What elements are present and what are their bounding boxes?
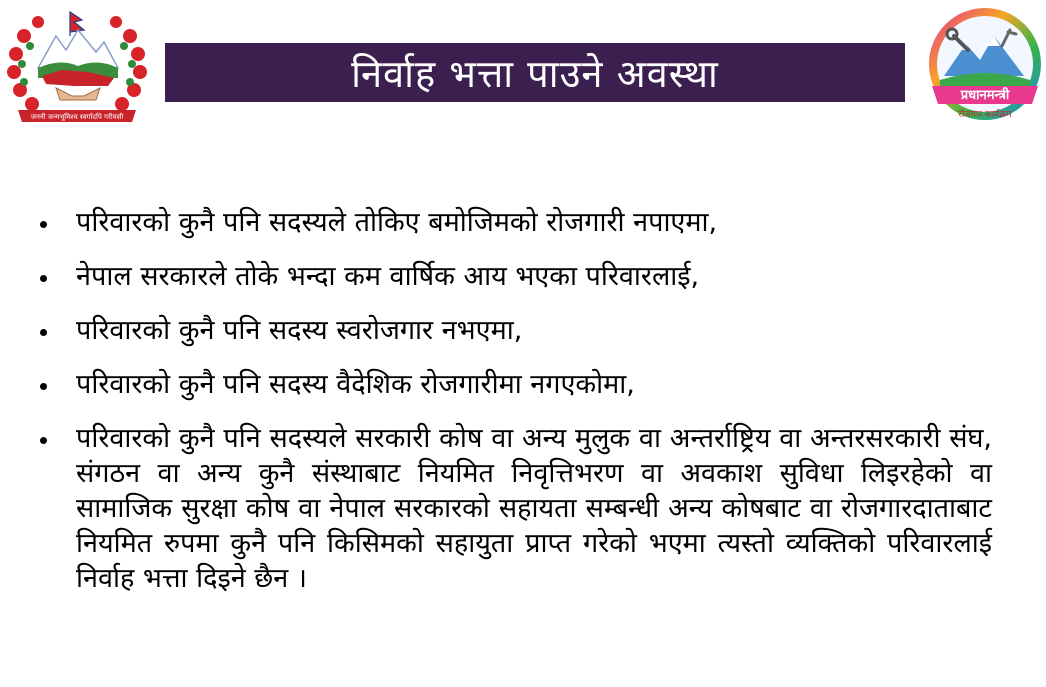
list-item [36,367,992,403]
svg-text:जननी जन्मभूमिश्च स्वर्गादपि गर: जननी जन्मभूमिश्च स्वर्गादपि गरीयसी [30,113,124,121]
bullet-icon [40,383,47,390]
nepal-government-emblem-icon [4,6,150,130]
list-item [36,259,992,295]
svg-text:रोजगार कार्यक्रम: रोजगार कार्यक्रम [958,110,1012,120]
title-bar [165,43,905,102]
condition-text: परिवारको कुनै पनि सदस्य स्वरोजगार नभएमा, [76,315,523,346]
conditions-list [36,205,992,596]
condition-text: परिवारको कुनै पनि सदस्य वैदेशिक रोजगारीमा नगएकोमा, [76,369,635,400]
condition-text: परिवारको कुनै पनि सदस्यले सरकारी कोष वा अन्य मुलुक वा अन्तर्राष्ट्रिय वा अन्तरसरकारी संघ, संगठन वा अन्य कुनै संस्थाबाट नियमित निवृत्तिभरण वा अवकाश सुविधा लिइरहेको वा सामाजिक सुरक्षा कोष वा नेपाल सरकारको सहायता सम्बन्धी अन्य कोषबाट वा रोजगारदाताबाट नियमित रुपमा कुनै पनि किसिमको सहायुता प्राप्त गरेको भएमा त्यस्तो व्यक्तिको परिवारलाई निर्वाह भत्ता दिइने छैन । [76,423,992,594]
pradhanmantri-rojgar-karyakram-logo-icon [928,6,1042,130]
condition-text: परिवारको कुनै पनि सदस्यले तोकिए बमोजिमको रोजगारी नपाएमा, [76,207,718,238]
page-title: निर्वाह भत्ता पाउने अवस्था [351,51,719,96]
list-item [36,421,992,596]
bullet-icon [40,437,47,444]
list-item [36,205,992,241]
bullet-icon [40,221,47,228]
svg-text:प्रधानमन्त्री: प्रधानमन्त्री [960,88,1010,103]
condition-text: नेपाल सरकारले तोके भन्दा कम वार्षिक आय भएका परिवारलाई, [76,261,700,292]
pradhanmantri-rojgar-logo [928,6,1042,130]
bullet-icon [40,275,47,282]
list-item [36,313,992,349]
nepal-emblem-logo [4,6,150,130]
bullet-icon [40,329,47,336]
